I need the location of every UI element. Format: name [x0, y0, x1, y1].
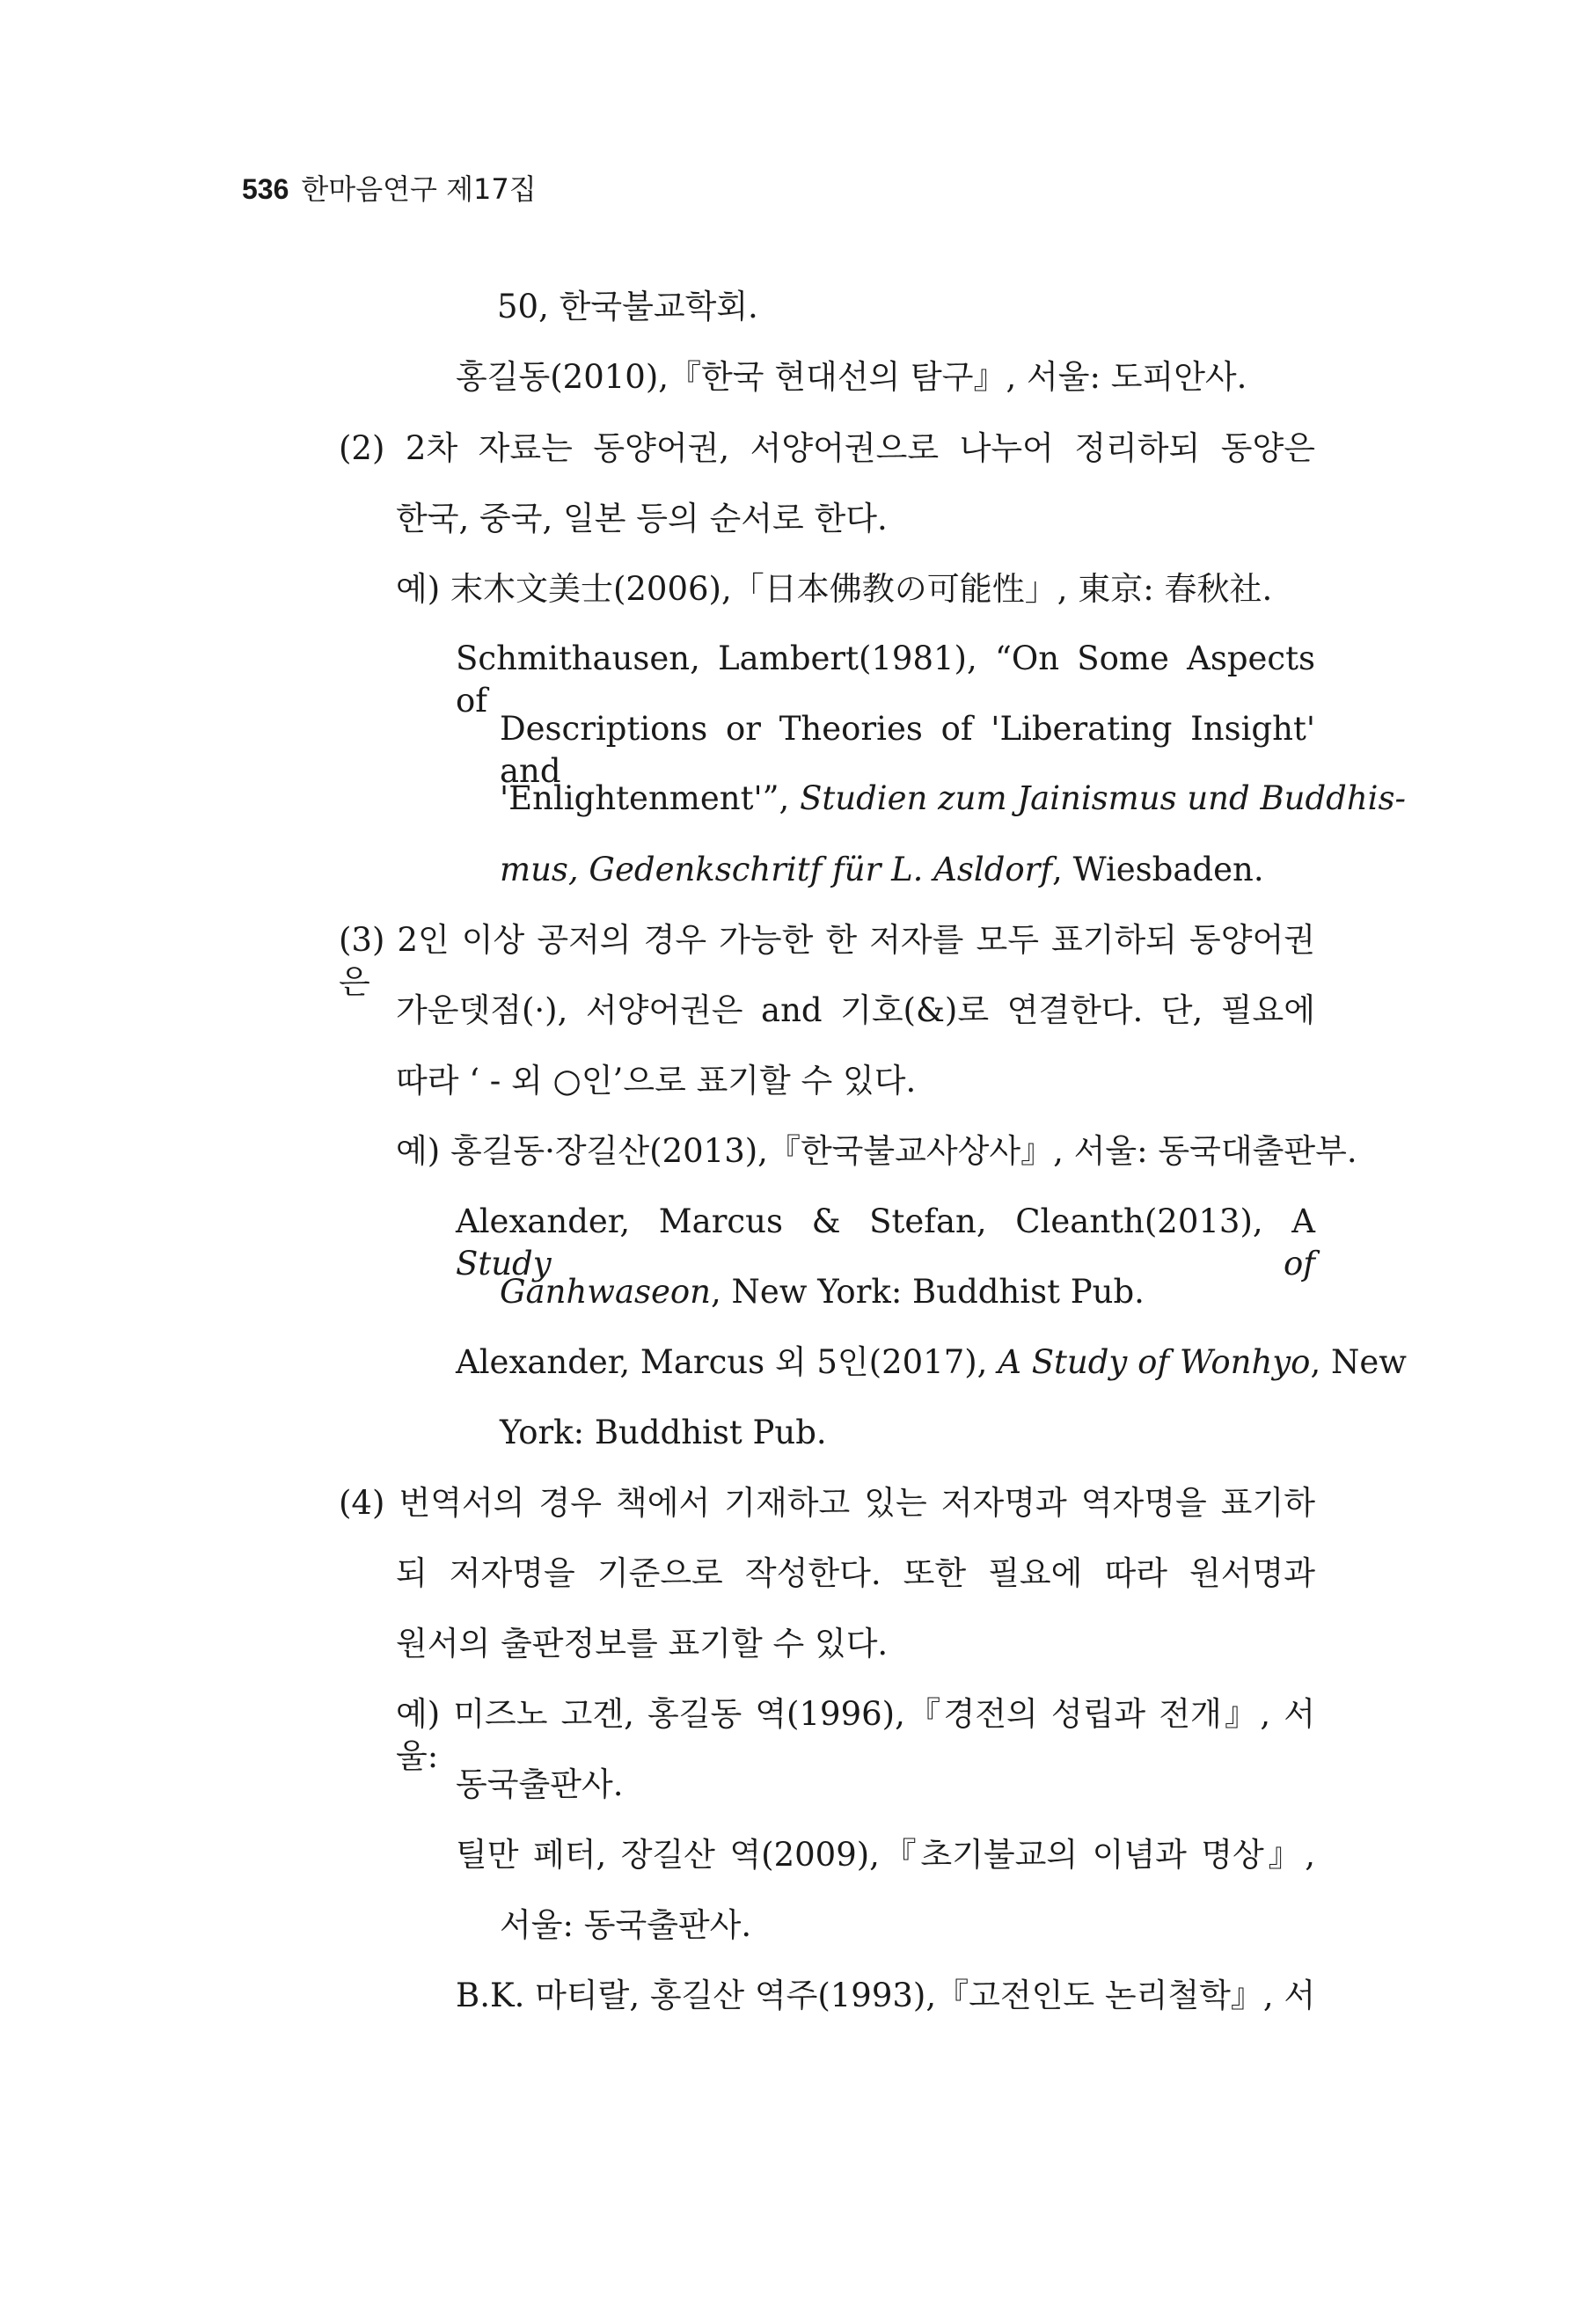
rule-item-2: (2) 2차 자료는 동양어권, 서양어권으로 나누어 정리하되 동양은 — [339, 429, 1315, 467]
rule-item-3-continuation: 따라 ‘ - 외 ○인’으로 표기할 수 있다. — [396, 1062, 917, 1100]
title-italic: Study of — [456, 1245, 1315, 1283]
reference-continuation: York: Buddhist Pub. — [500, 1414, 827, 1451]
reference-entry: B.K. 마티랄, 홍길산 역주(1993),『고전인도 논리철학』, 서 — [456, 1977, 1316, 2014]
reference-entry: 홍길동(2010),『한국 현대선의 탐구』, 서울: 도피안사. — [456, 358, 1247, 396]
example-entry: 예) 末木文美士(2006),「日本佛教の可能性」, 東京: 春秋社. — [396, 570, 1273, 608]
reference-entry: 틸만 페터, 장길산 역(2009),『초기불교의 이념과 명상』, — [456, 1836, 1315, 1874]
title-italic: Ganhwaseon — [500, 1273, 711, 1311]
reference-continuation: Descriptions or Theories of 'Liberating Insight' and — [500, 710, 1315, 790]
reference-continuation: mus, Gedenkschritf für L. Asldorf, Wiesbaden. — [500, 851, 1264, 888]
title-italic: mus, Gedenkschritf für L. Asldorf — [500, 851, 1053, 888]
reference-entry: Schmithausen, Lambert(1981), “On Some Aspects of — [456, 639, 1315, 720]
journal-title: 한마음연구 제17집 — [301, 172, 537, 206]
rule-item-4: (4) 번역서의 경우 책에서 기재하고 있는 저자명과 역자명을 표기하 — [339, 1484, 1315, 1522]
page-header — [242, 167, 537, 208]
reference-continuation: 'Enlightenment'”, Studien zum Jainismus und Buddhis- — [500, 779, 1406, 817]
reference-continuation: 서울: 동국출판사. — [500, 1906, 752, 1944]
reference-continuation: 50, 한국불교학회. — [497, 288, 758, 325]
example-entry: 예) 미즈노 고겐, 홍길동 역(1996),『경전의 성립과 전개』, 서울: — [396, 1695, 1315, 1775]
title-italic: Studien zum Jainismus und Buddhis- — [800, 779, 1406, 817]
example-entry: 예) 홍길동·장길산(2013),『한국불교사상사』, 서울: 동국대출판부. — [396, 1132, 1357, 1170]
rule-item-3: (3) 2인 이상 공저의 경우 가능한 한 저자를 모두 표기하되 동양어권은 — [339, 921, 1315, 1001]
rule-item-2-continuation: 한국, 중국, 일본 등의 순서로 한다. — [396, 500, 888, 537]
reference-continuation: 동국출판사. — [456, 1765, 624, 1803]
reference-continuation: Ganhwaseon, New York: Buddhist Pub. — [500, 1273, 1145, 1311]
rule-item-4-continuation: 되 저자명을 기준으로 작성한다. 또한 필요에 따라 원서명과 — [396, 1554, 1315, 1592]
reference-entry: Alexander, Marcus & Stefan, Cleanth(2013), A Study of — [456, 1202, 1315, 1283]
page-number: 536 — [242, 173, 289, 205]
title-italic: A Study of Wonhyo — [998, 1343, 1311, 1381]
rule-item-4-continuation: 원서의 출판정보를 표기할 수 있다. — [396, 1625, 889, 1663]
rule-item-3-continuation: 가운뎃점(·), 서양어권은 and 기호(&)로 연결한다. 단, 필요에 — [396, 991, 1315, 1029]
reference-entry: Alexander, Marcus 외 5인(2017), A Study of Wonhyo, New — [456, 1343, 1407, 1381]
